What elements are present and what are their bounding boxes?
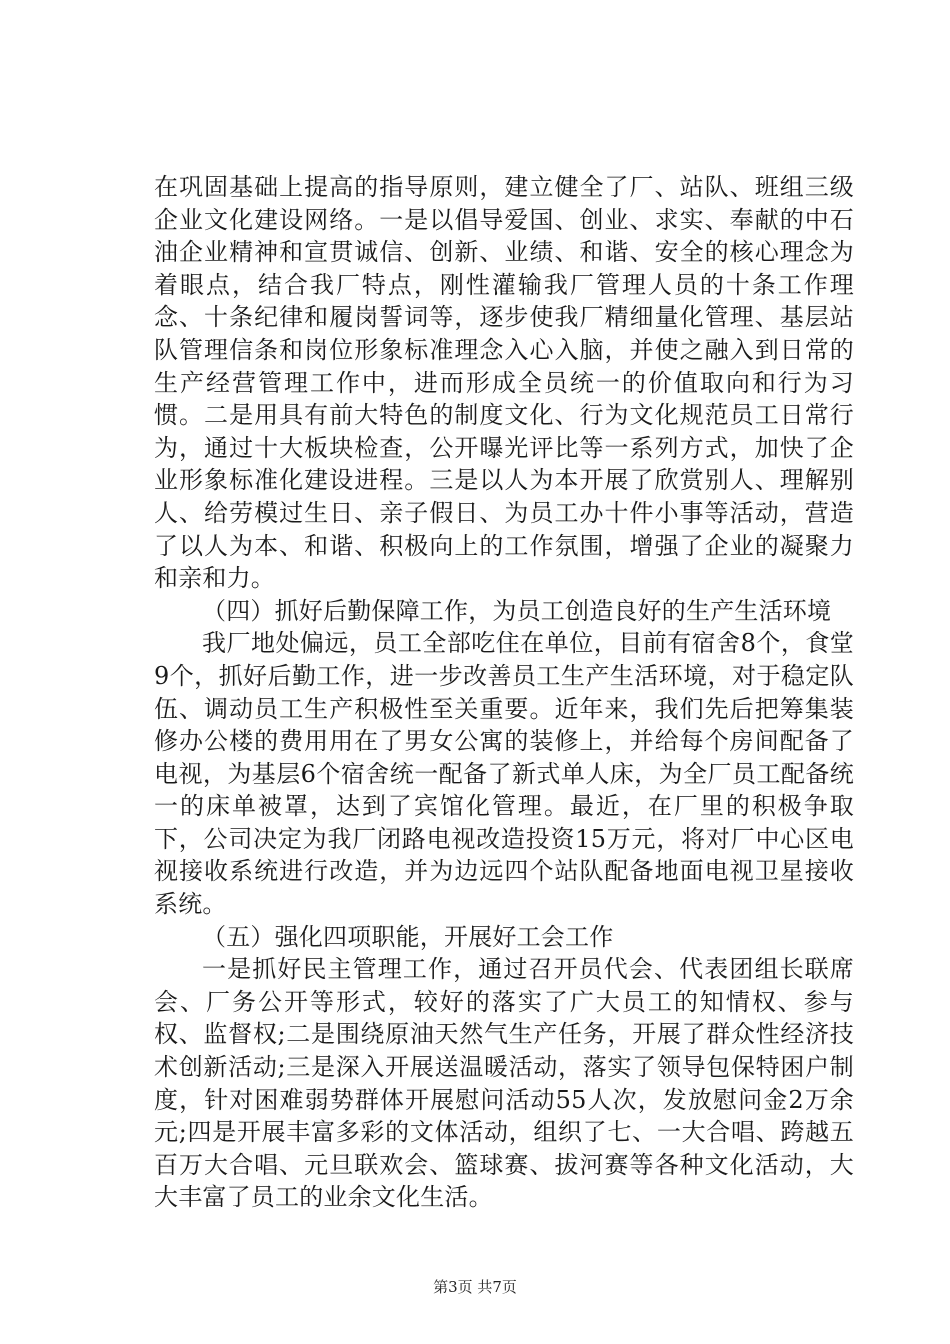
page-number-footer: 第3页 共7页 — [433, 1278, 517, 1296]
heading-union-work: （五）强化四项职能，开展好工会工作 — [202, 922, 614, 951]
document-body — [154, 171, 854, 1214]
paragraph-union-work: 一是抓好民主管理工作，通过召开员代会、代表团组长联席会、厂务公开等形式，较好的落实了广大员工的知情权、参与权、监督权;二是围绕原油天然气生产任务，开展了群众性经济技术创新活动;三是深入开展送温暖活动，落实了领导包保特困户制度，针对困难弱势群体开展慰问活动55人次，发放慰问金2万余元;四是开展丰富多彩的文体活动，组织了七、一大合唱、跨越五百万大合唱、元旦联欢会、篮球赛、拔河赛等各种文化活动，大大丰富了员工的业余文化生活。 — [154, 955, 854, 1212]
paragraph-culture-network: 在巩固基础上提高的指导原则，建立健全了厂、站队、班组三级企业文化建设网络。一是以倡导爱国、创业、求实、奉献的中石油企业精神和宣贯诚信、创新、业绩、和谐、安全的核心理念为着眼点，结合我厂特点，刚性灌输我厂管理人员的十条工作理念、十条纪律和履岗誓词等，逐步使我厂精细量化管理、基层站队管理信条和岗位形象标准理念入心入脑，并使之融入到日常的生产经营管理工作中，进而形成全员统一的价值取向和行为习惯。二是用具有前大特色的制度文化、行为文化规范员工日常行为，通过十大板块检查，公开曝光评比等一系列方式，加快了企业形象标准化建设进程。三是以人为本开展了欣赏别人、理解别人、给劳模过生日、亲子假日、为员工办十件小事等活动，营造了以人为本、和谐、积极向上的工作氛围，增强了企业的凝聚力和亲和力。 — [154, 173, 854, 593]
heading-logistics-support: （四）抓好后勤保障工作，为员工创造良好的生产生活环境 — [202, 596, 832, 625]
paragraph-logistics-support: 我厂地处偏远，员工全部吃住在单位，目前有宿舍8个，食堂9个，抓好后勤工作，进一步改善员工生产生活环境，对于稳定队伍、调动员工生产积极性至关重要。近年来，我们先后把筹集装修办公楼的费用用在了男女公寓的装修上，并给每个房间配备了电视，为基层6个宿舍统一配备了新式单人床，为全厂员工配备统一的床单被罩，达到了宾馆化管理。最近，在厂里的积极争取下，公司决定为我厂闭路电视改造投资15万元，将对厂中心区电视接收系统进行改造，并为边远四个站队配备地面电视卫星接收系统。 — [154, 629, 854, 919]
